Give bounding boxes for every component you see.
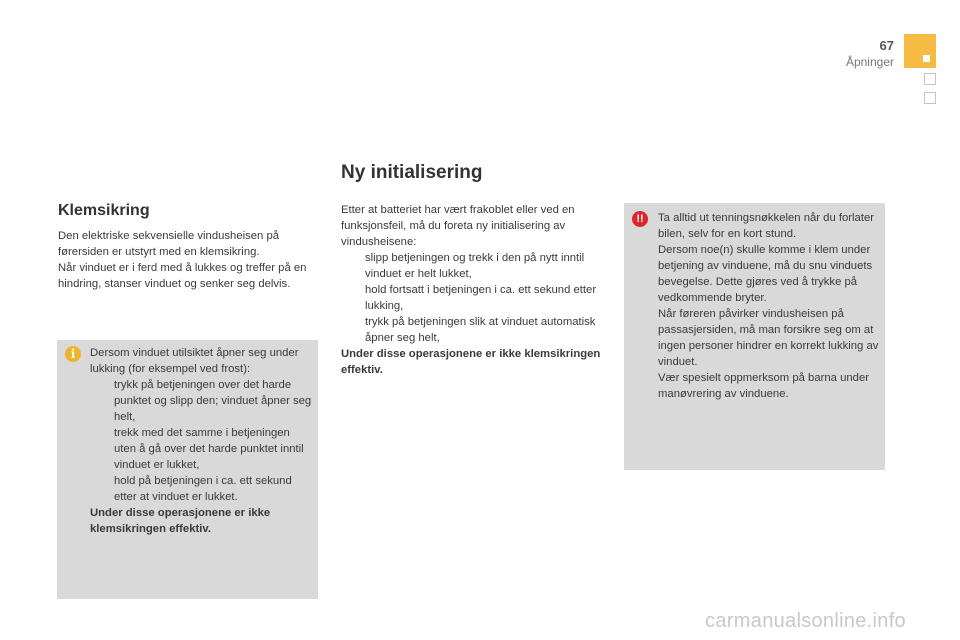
warning-box-text	[658, 210, 880, 402]
section-title: Åpninger	[845, 55, 894, 69]
bullet-icon	[341, 282, 365, 314]
info-icon: i	[65, 346, 81, 362]
ny-initialisering-text	[341, 202, 603, 378]
ny-initialisering-heading: Ny initialisering	[341, 162, 483, 183]
bullet-icon	[341, 314, 365, 346]
init-lead: Etter at batteriet har vært frakoblet eller ved en funksjonsfeil, må du foreta ny initialisering av vindusheisene:	[341, 204, 575, 248]
klemsikring-heading: Klemsikring	[58, 202, 150, 219]
init-bold-note: Under disse operasjonene er ikke klemsikringen effektiv.	[341, 348, 601, 376]
warning-paragraph: Når føreren påvirker vindusheisen på passasjersiden, må man forsikre seg om at ingen personer hindrer en korrekt lukking av vinduet.	[658, 308, 879, 368]
info-bold-note: Under disse operasjonene er ikke klemsikringen effektiv.	[90, 507, 271, 535]
chapter-tab	[904, 34, 936, 68]
tab-square-icon	[923, 55, 930, 62]
chapter-marker-box	[924, 92, 936, 104]
klemsikring-intro	[58, 228, 318, 292]
list-item: hold fortsatt i betjeningen i ca. ett sekund etter lukking,	[341, 282, 603, 314]
info-box	[57, 340, 318, 599]
warning-paragraph: Ta alltid ut tenningsnøkkelen når du forlater bilen, selv for en kort stund.	[658, 212, 875, 240]
warning-icon: !!	[632, 211, 648, 227]
list-item: trekk med det samme i betjeningen uten å gå over det harde punktet inntil vinduet er lukket,	[90, 425, 312, 473]
list-item: trykk på betjeningen over det harde punktet og slipp den; vinduet åpner seg helt,	[90, 377, 312, 425]
chapter-marker-box	[924, 73, 936, 85]
watermark: carmanualsonline.info	[705, 610, 906, 632]
warning-paragraph: Vær spesielt oppmerksom på barna under manøvrering av vinduene.	[658, 372, 869, 400]
list-item: trykk på betjeningen slik at vinduet automatisk åpner seg helt,	[341, 314, 603, 346]
bullet-icon	[90, 473, 114, 505]
bullet-icon	[90, 425, 114, 473]
list-item: hold på betjeningen i ca. ett sekund etter at vinduet er lukket.	[90, 473, 312, 505]
warning-paragraph: Dersom noe(n) skulle komme i klem under betjening av vinduene, må du snu vinduets bevegelse. Dette gjøres ved å trykke på vedkommende bryter.	[658, 244, 873, 304]
bullet-icon	[90, 377, 114, 425]
intro-paragraph: Den elektriske sekvensielle vindusheisen på førersiden er utstyrt med en klemsikring.	[58, 230, 280, 258]
bullet-icon	[341, 250, 365, 282]
warning-box	[624, 203, 885, 470]
info-lead: Dersom vinduet utilsiktet åpner seg under lukking (for eksempel ved frost):	[90, 347, 299, 375]
list-item: slipp betjeningen og trekk i den på nytt inntil vinduet er helt lukket,	[341, 250, 603, 282]
intro-paragraph: Når vinduet er i ferd med å lukkes og treffer på en hindring, stanser vinduet og senker seg delvis.	[58, 262, 307, 290]
info-box-text	[90, 345, 312, 537]
page-number: 67	[879, 38, 894, 53]
